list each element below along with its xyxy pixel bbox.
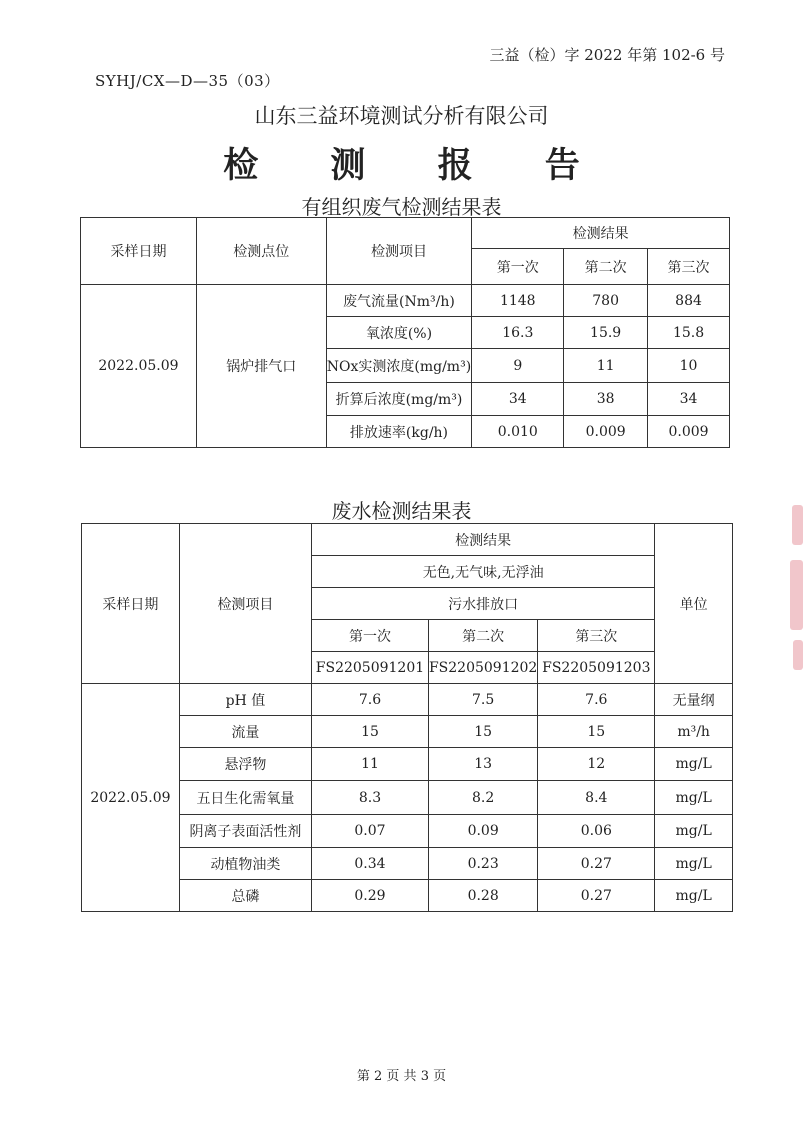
header-result: 检测结果 xyxy=(312,524,655,556)
row-value: 15.8 xyxy=(648,317,730,349)
row-unit: 无量纲 xyxy=(655,684,733,716)
header-date: 采样日期 xyxy=(82,524,180,684)
row-value: 34 xyxy=(472,383,564,416)
row-value: 0.23 xyxy=(428,848,537,880)
row-value: 0.06 xyxy=(538,815,655,848)
row-value: 0.010 xyxy=(472,416,564,448)
table-row xyxy=(82,716,733,748)
header-result: 检测结果 xyxy=(472,218,730,249)
document-number: 三益（检）字 2022 年第 102-6 号 xyxy=(489,46,725,64)
header-round-1: 第一次 xyxy=(472,249,564,285)
row-unit: mg/L xyxy=(655,748,733,781)
header-appearance: 无色,无气味,无浮油 xyxy=(312,556,655,588)
water-table-caption: 废水检测结果表 xyxy=(331,499,472,523)
row-item: 悬浮物 xyxy=(179,748,311,781)
row-value: 8.4 xyxy=(538,781,655,815)
row-value: 0.28 xyxy=(428,880,537,912)
company-name: 山东三益环境测试分析有限公司 xyxy=(254,104,549,128)
row-value: 7.6 xyxy=(538,684,655,716)
table-row xyxy=(82,848,733,880)
sample-point: 锅炉排气口 xyxy=(196,285,326,448)
row-value: 9 xyxy=(472,349,564,383)
row-unit: m³/h xyxy=(655,716,733,748)
row-value: 13 xyxy=(428,748,537,781)
header-date: 采样日期 xyxy=(81,218,197,285)
header-round-3: 第三次 xyxy=(648,249,730,285)
row-value: 0.009 xyxy=(648,416,730,448)
row-item: 废气流量(Nm³/h) xyxy=(326,285,472,317)
row-item: 总磷 xyxy=(179,880,311,912)
water-results-table xyxy=(81,523,733,912)
row-value: 0.07 xyxy=(312,815,429,848)
row-unit: mg/L xyxy=(655,880,733,912)
header-round-3: 第三次 xyxy=(538,620,655,652)
row-item: 氧浓度(%) xyxy=(326,317,472,349)
seal-stamp-fragment xyxy=(790,560,803,630)
row-item: pH 值 xyxy=(179,684,311,716)
header-round-2: 第二次 xyxy=(428,620,537,652)
header-location: 污水排放口 xyxy=(312,588,655,620)
gas-table-caption: 有组织废气检测结果表 xyxy=(301,195,502,219)
form-code: SYHJ/CX—D—35（03） xyxy=(95,72,280,90)
row-value: 0.29 xyxy=(312,880,429,912)
sample-id-1: FS2205091201 xyxy=(312,652,429,684)
row-value: 0.009 xyxy=(564,416,648,448)
row-unit: mg/L xyxy=(655,815,733,848)
row-value: 15 xyxy=(428,716,537,748)
table-row xyxy=(81,285,730,317)
row-item: 排放速率(kg/h) xyxy=(326,416,472,448)
header-round-2: 第二次 xyxy=(564,249,648,285)
sample-id-3: FS2205091203 xyxy=(538,652,655,684)
row-item: NOx实测浓度(mg/m³) xyxy=(326,349,472,383)
row-value: 34 xyxy=(648,383,730,416)
row-item: 动植物油类 xyxy=(179,848,311,880)
row-value: 884 xyxy=(648,285,730,317)
header-point: 检测点位 xyxy=(196,218,326,285)
row-value: 7.5 xyxy=(428,684,537,716)
row-value: 0.27 xyxy=(538,848,655,880)
table-row xyxy=(82,815,733,848)
row-value: 15 xyxy=(538,716,655,748)
header-item: 检测项目 xyxy=(179,524,311,684)
row-item: 阴离子表面活性剂 xyxy=(179,815,311,848)
row-unit: mg/L xyxy=(655,781,733,815)
row-value: 0.09 xyxy=(428,815,537,848)
seal-stamp-fragment xyxy=(792,505,803,545)
row-value: 12 xyxy=(538,748,655,781)
header-round-1: 第一次 xyxy=(312,620,429,652)
table-row xyxy=(82,880,733,912)
row-item: 流量 xyxy=(179,716,311,748)
row-value: 11 xyxy=(564,349,648,383)
row-value: 10 xyxy=(648,349,730,383)
row-value: 11 xyxy=(312,748,429,781)
row-item: 五日生化需氧量 xyxy=(179,781,311,815)
row-value: 15 xyxy=(312,716,429,748)
table-row xyxy=(82,748,733,781)
row-value: 38 xyxy=(564,383,648,416)
sample-date: 2022.05.09 xyxy=(82,684,180,912)
row-value: 16.3 xyxy=(472,317,564,349)
row-value: 0.27 xyxy=(538,880,655,912)
sample-date: 2022.05.09 xyxy=(81,285,197,448)
header-unit: 单位 xyxy=(655,524,733,684)
row-value: 8.3 xyxy=(312,781,429,815)
row-value: 780 xyxy=(564,285,648,317)
report-title: 检 测 报 告 xyxy=(223,145,610,186)
table-row xyxy=(82,684,733,716)
seal-stamp-fragment xyxy=(793,640,803,670)
header-item: 检测项目 xyxy=(326,218,472,285)
row-item: 折算后浓度(mg/m³) xyxy=(326,383,472,416)
row-value: 0.34 xyxy=(312,848,429,880)
gas-results-table xyxy=(80,217,730,448)
row-value: 15.9 xyxy=(564,317,648,349)
sample-id-2: FS2205091202 xyxy=(428,652,537,684)
table-row xyxy=(82,781,733,815)
page-number: 第 2 页 共 3 页 xyxy=(356,1069,447,1084)
row-unit: mg/L xyxy=(655,848,733,880)
row-value: 7.6 xyxy=(312,684,429,716)
row-value: 1148 xyxy=(472,285,564,317)
row-value: 8.2 xyxy=(428,781,537,815)
